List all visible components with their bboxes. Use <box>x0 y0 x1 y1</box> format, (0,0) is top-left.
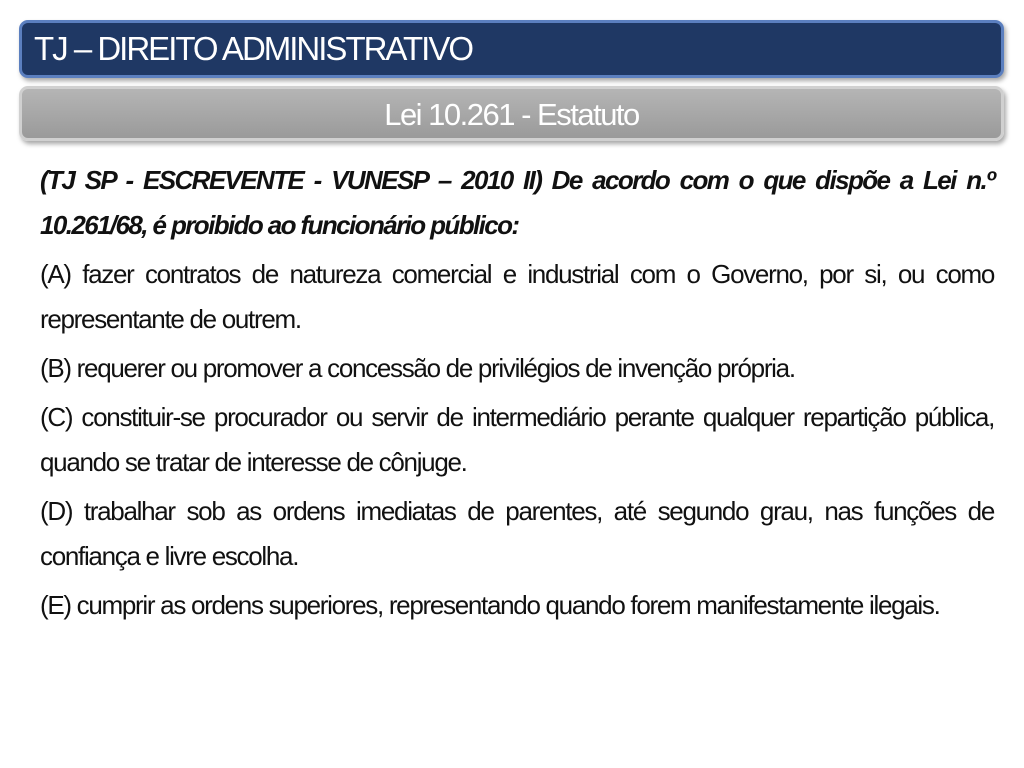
option-b: (B) requerer ou promover a concessão de privilégios de invenção própria. <box>40 353 795 383</box>
page-subtitle: Lei 10.261 - Estatuto <box>384 97 639 132</box>
option-a: (A) fazer contratos de natureza comercial e industrial com o Governo, por si, ou como representante de outrem. <box>40 259 994 334</box>
subtitle-bar <box>19 86 1004 141</box>
question-content <box>40 158 994 632</box>
option-c: (C) constituir-se procurador ou servir de intermediário perante qualquer repartição pública, quando se tratar de interesse de cônjuge. <box>40 402 994 477</box>
option-d: (D) trabalhar sob as ordens imediatas de parentes, até segundo grau, nas funções de confiança e livre escolha. <box>40 496 994 571</box>
question-prompt: (TJ SP - ESCREVENTE - VUNESP – 2010 II) De acordo com o que dispõe a Lei n.º 10.261/68, é proibido ao funcionário público: <box>40 165 994 240</box>
title-bar <box>19 20 1004 78</box>
option-e: (E) cumprir as ordens superiores, representando quando forem manifestamente ilegais. <box>40 590 940 620</box>
page-title: TJ – DIREITO ADMINISTRATIVO <box>34 30 473 67</box>
